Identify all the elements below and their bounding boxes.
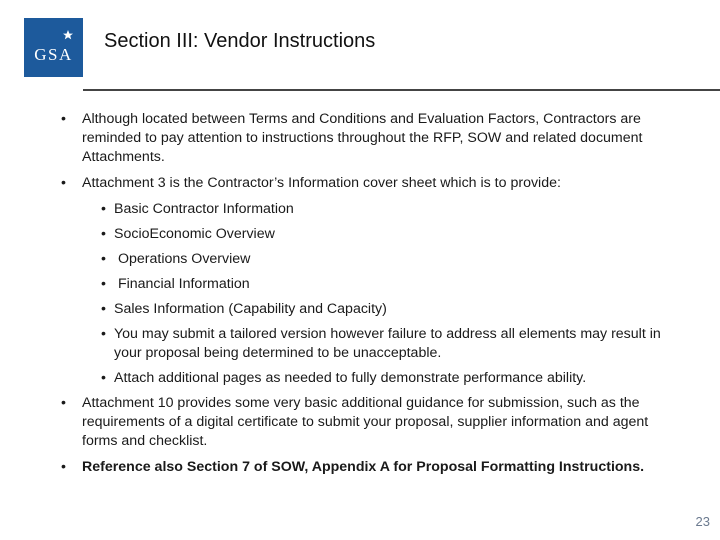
slide-title: Section III: Vendor Instructions: [104, 30, 376, 52]
bullet-marker: •: [101, 301, 106, 317]
bullet-marker: •: [61, 395, 66, 411]
sub-bullet-item: [61, 250, 671, 269]
sub-bullet-text: You may submit a tailored version however failure to address all elements may result in your proposal being determined to be unacceptable.: [114, 326, 661, 361]
logo-text: GSA: [34, 45, 73, 64]
bullet-marker: •: [101, 326, 106, 342]
bullet-marker: •: [61, 175, 66, 191]
sub-bullet-item: [61, 225, 671, 244]
sub-bullet-item: [61, 275, 671, 294]
bullet-item: [61, 394, 671, 451]
bullet-text: Although located between Terms and Conditions and Evaluation Factors, Contractors are reminded to pay attention to instructions throughout the RFP, SOW and related document Attachments.: [82, 111, 643, 165]
bullet-item: [61, 174, 671, 193]
sub-bullet-text: Basic Contractor Information: [114, 201, 294, 217]
bullet-marker: •: [101, 226, 106, 242]
gsa-logo: [24, 18, 83, 77]
gsa-logo-icon: [24, 18, 83, 77]
sub-bullet-text: SocioEconomic Overview: [114, 226, 275, 242]
sub-bullet-text: Sales Information (Capability and Capacity): [114, 301, 387, 317]
bullet-marker: •: [61, 459, 66, 475]
page-number: 23: [695, 514, 710, 529]
sub-bullet-item: [61, 325, 671, 363]
sub-bullet-item: [61, 300, 671, 319]
sub-bullet-item: [61, 200, 671, 219]
sub-bullet-text: Operations Overview: [114, 251, 251, 267]
sub-bullet-text: Attach additional pages as needed to fully demonstrate performance ability.: [114, 370, 587, 386]
bullet-marker: •: [101, 370, 106, 386]
bullet-text: Attachment 10 provides some very basic additional guidance for submission, such as the requirements of a digital certificate to submit your proposal, supplier information and agent forms and checklist.: [82, 395, 649, 449]
bullet-marker: •: [101, 251, 106, 267]
bullet-item: [61, 110, 671, 167]
bullet-marker: •: [61, 111, 66, 127]
bullet-item: [61, 458, 671, 477]
bullet-text-bold: Reference also Section 7 of SOW, Appendix A for Proposal Formatting Instructions.: [82, 459, 645, 475]
title-divider: [83, 89, 720, 91]
sub-bullet-item: [61, 369, 671, 388]
bullet-marker: •: [101, 276, 106, 292]
bullet-marker: •: [101, 201, 106, 217]
sub-bullet-text: Financial Information: [114, 276, 250, 292]
bullet-text: Attachment 3 is the Contractor’s Information cover sheet which is to provide:: [82, 175, 561, 191]
slide-body: [61, 110, 671, 484]
